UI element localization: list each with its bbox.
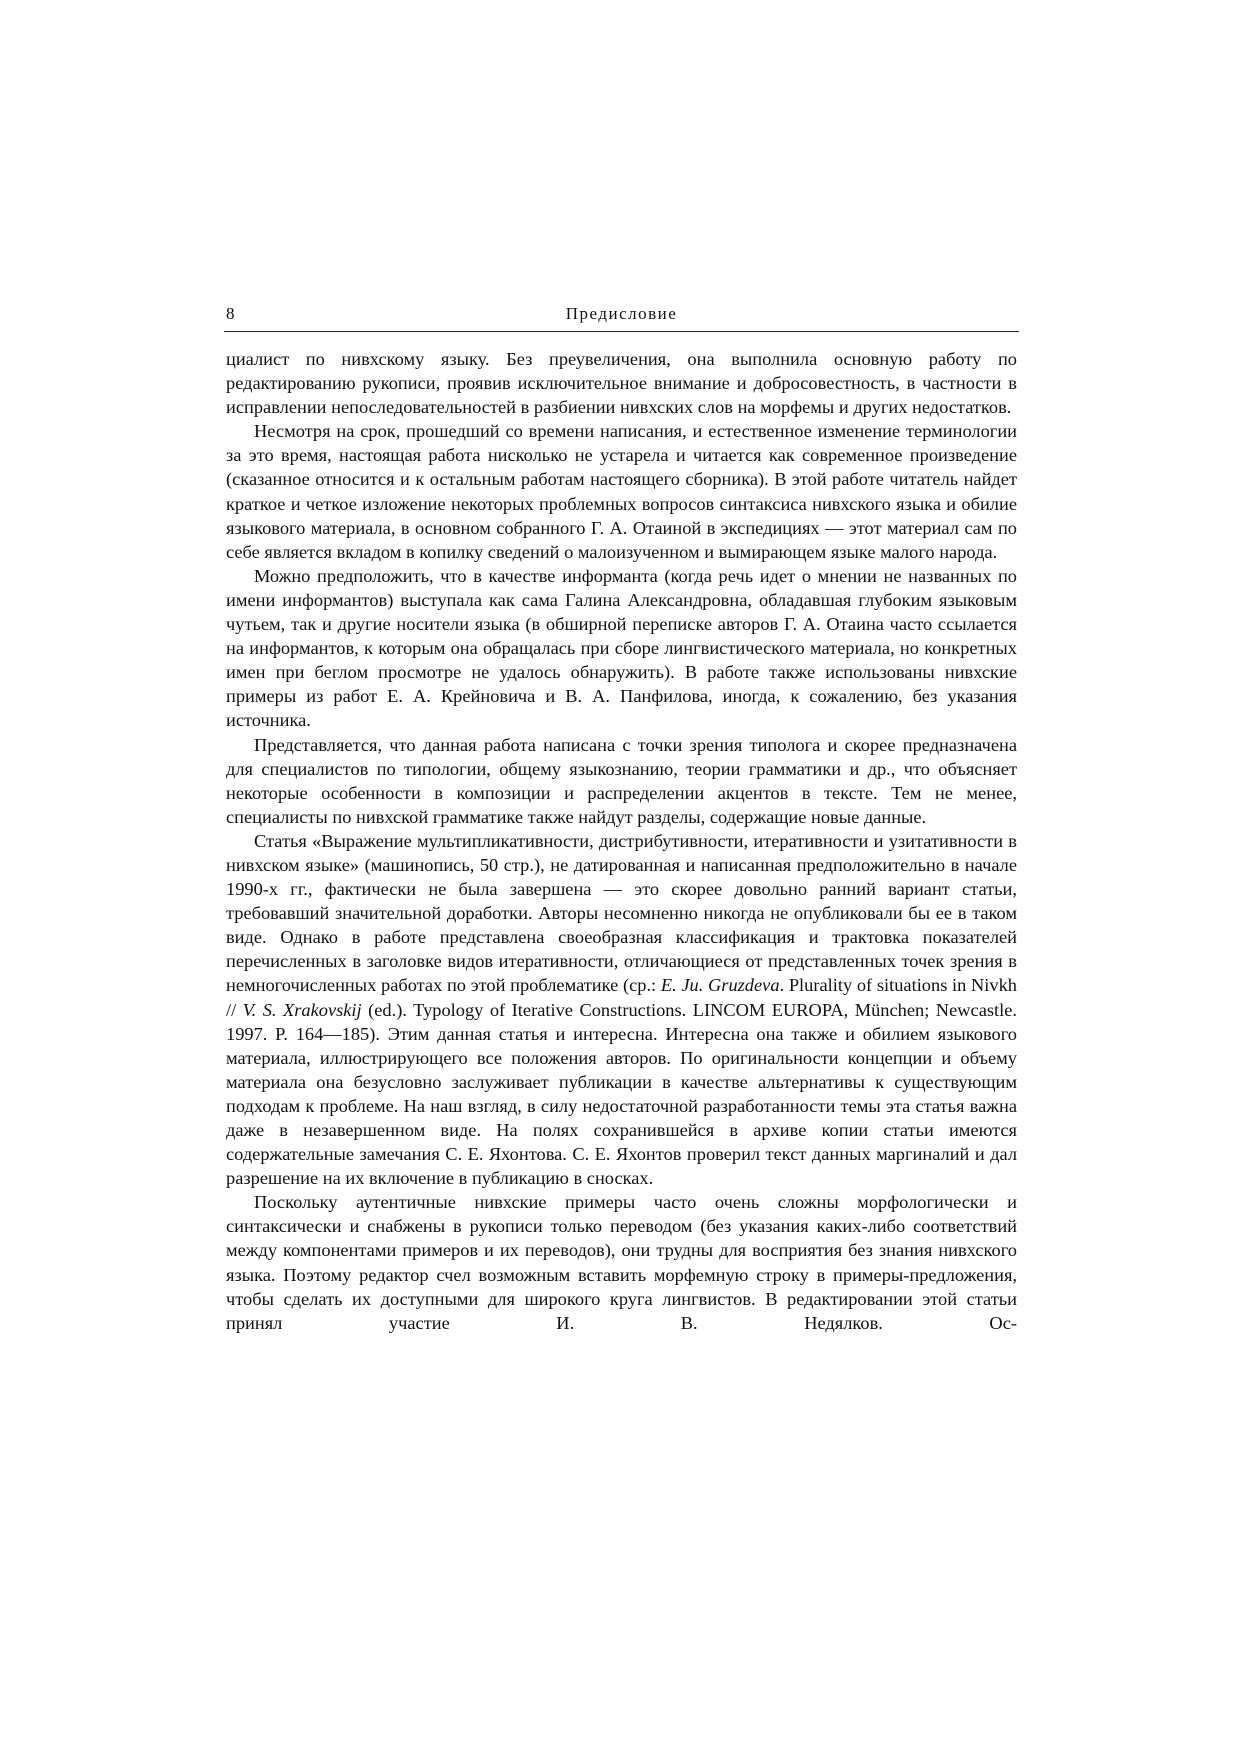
paragraph-article bbox=[226, 829, 1017, 1190]
article-text-part-3: (ed.). Typology of Iterative Constructions. LINCOM EUROPA, München; Newcastle. 1997. P. 164—185). Этим данная статья и интересна. Интересна она также и обилием языкового материала, иллюстрирующего все положения авторов. По оригинальности концепции и объему материала она безусловно заслуживает публикации в качестве альтернативы к существующим подходам к проблеме. На наш взгляд, в силу недостаточной разработанности темы эта статья важна даже в незавершенном виде. На полях сохранившейся в архиве копии статьи имеются содержательные замечания С. Е. Яхонтова. С. Е. Яхонтов проверил текст данных маргиналий и дал разрешение на их включение в публикацию в сносках. bbox=[226, 999, 1017, 1189]
page bbox=[224, 0, 1019, 1755]
paragraph-continuation: циалист по нивхскому языку. Без преувеличения, она выполнила основную работу по редактированию рукописи, проявив исключительное внимание и добросовестность, в частности в исправлении непоследовательностей в разбиении нивхских слов на морфемы и других недостатков. bbox=[226, 349, 1017, 418]
cited-author-xrakovskij: V. S. Xrakovskij bbox=[242, 999, 362, 1020]
paragraph-terminology: Несмотря на срок, прошедший со времени написания, и естественное изменение терминологии за это время, настоящая работа нисколько не устарела и читается как современное произведение (сказанное относится и к остальным работам настоящего сборника). В этой работе читатель найдет краткое и четкое изложение некоторых проблемных вопросов синтаксиса нивхского языка и обилие языкового материала, в основном собранного Г. А. Отаиной в экспедициях — этот материал сам по себе является вкладом в копилку сведений о малоизученном и вымирающем языке малого народа. bbox=[226, 421, 1017, 562]
body-text bbox=[226, 347, 1017, 1335]
article-text-part-2: . Plurality of situations in Nivkh // bbox=[226, 975, 1018, 1020]
paragraph-typology: Представляется, что данная работа написана с точки зрения типолога и скорее предназначена для специалистов по типологии, общему языкознанию, теории грамматики и др., что объясняет некоторые особенности в композиции и распределении акцентов в тексте. Тем не менее, специалисты по нивхской грамматике также найдут разделы, содержащие новые данные. bbox=[226, 734, 1017, 827]
cited-author-gruzdeva: E. Ju. Gruzdeva bbox=[660, 975, 780, 996]
header-rule bbox=[224, 331, 1019, 332]
page-number: 8 bbox=[226, 304, 235, 323]
paragraph-informants: Можно предположить, что в качестве информанта (когда речь идет о мнении не названных по имени информантов) выступала как сама Галина Александровна, обладавшая глубоким языковым чутьем, так и другие носители языка (в обширной переписке авторов Г. А. Отаина часто ссылается на информантов, к которым она обращалась при сборе лингвистического материала, но конкретных имен при беглом просмотре не удалось обнаружить). В работе также использованы нивхские примеры из работ Е. А. Крейновича и В. А. Панфилова, иногда, к сожалению, без указания источника. bbox=[226, 565, 1017, 731]
section-title: Предисловие bbox=[565, 304, 678, 323]
paragraph-editing: Поскольку аутентичные нивхские примеры часто очень сложны морфологически и синтаксически и снабжены в рукописи только переводом (без указания каких-либо соответствий между компонентами примеров и их переводов), они трудны для восприятия без знания нивхского языка. Поэтому редактор счел возможным вставить морфемную строку в примеры-предложения, чтобы сделать их доступными для широкого круга лингвистов. В редактировании этой статьи принял участие И. В. Недялков. Ос- bbox=[226, 1192, 1017, 1333]
article-text-part-1: Статья «Выражение мультипликативности, дистрибутивности, итеративности и узитативности в нивхском языке» (машинопись, 50 стр.), не датированная и написанная предположительно в начале 1990-х гг., фактически не была завершена — это скорее довольно ранний вариант статьи, требовавший значительной доработки. Авторы несомненно никогда не опубликовали бы ее в таком виде. Однако в работе представлена своеобразная классификация и трактовка показателей перечисленных в заголовке видов итеративности, отличающиеся от представленных точек зрения в немногочисленных работах по этой проблематике (ср.: bbox=[226, 830, 1017, 996]
running-head bbox=[224, 302, 1019, 326]
